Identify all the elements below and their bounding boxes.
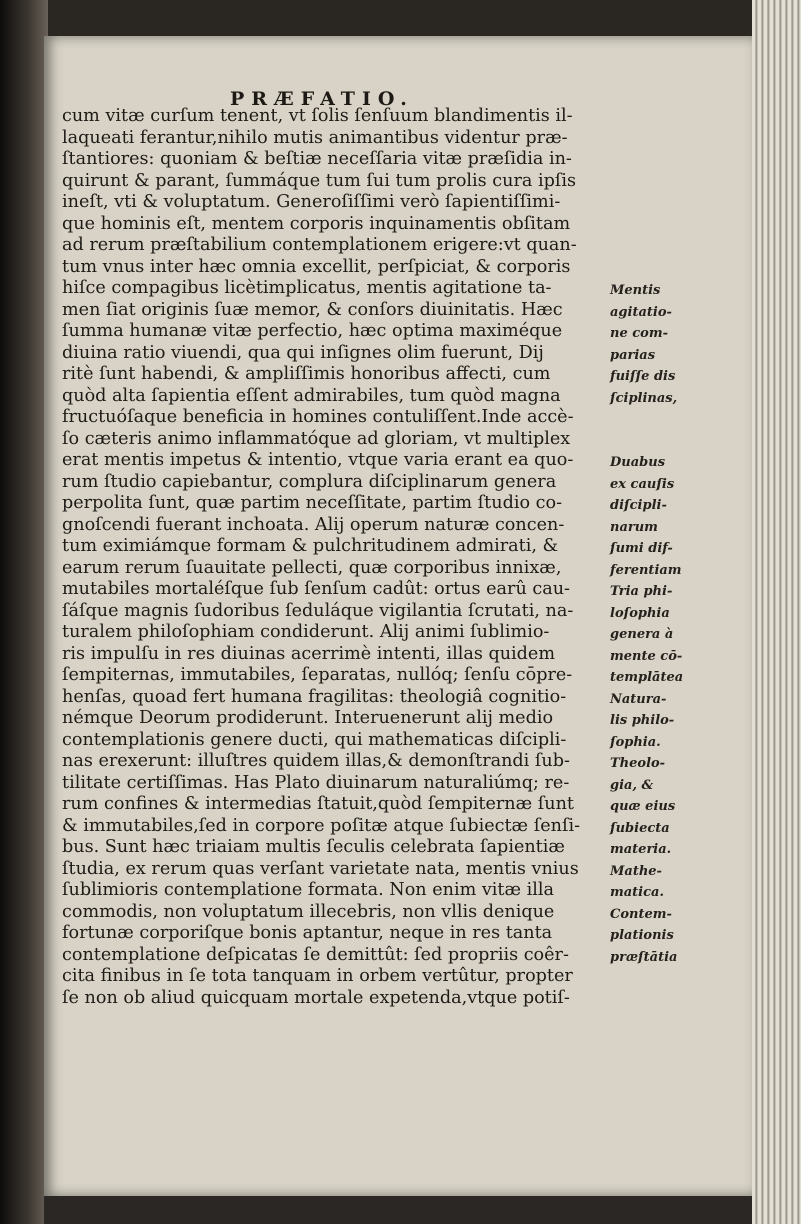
marginal-note-line: parias bbox=[610, 347, 656, 363]
marginal-note-line: fuiſſe dis bbox=[610, 369, 676, 384]
text-line: diuina ratio viuendi, qua qui inſignes olim fuerunt, Dij bbox=[62, 342, 544, 363]
text-line: fructuóſaque beneficia in homines contuliſſent.Inde accè- bbox=[62, 407, 574, 427]
text-line: turalem philoſophiam condiderunt. Alij animi ſublimio- bbox=[62, 622, 550, 642]
text-line: ritè ſunt habendi, & ampliſſimis honoribus affecti, cum bbox=[62, 364, 551, 384]
text-line: bus. Sunt hæc triaiam multis ſeculis celebrata ſapientiæ bbox=[62, 837, 565, 857]
marginal-note-line: mente cō- bbox=[610, 648, 683, 664]
text-line: commodis, non voluptatum illecebris, non vllis denique bbox=[62, 901, 555, 922]
marginal-note-line: plationis bbox=[610, 928, 674, 943]
text-line: fortunæ corporiſque bonis aptantur, neque in res tanta bbox=[62, 923, 553, 943]
marginal-note-line: ſubiecta bbox=[610, 820, 670, 836]
text-line: rum confines & intermedias ſtatuit,quòd ſempiternæ ſunt bbox=[62, 794, 574, 814]
marginal-note-line: ne com- bbox=[610, 326, 668, 341]
text-line: erat mentis impetus & intentio, vtque varia erant ea quo- bbox=[62, 450, 574, 470]
text-line: que hominis eſt, mentem corporis inquinamentis obſitam bbox=[62, 213, 571, 234]
marginal-note-line: templātea bbox=[610, 670, 684, 685]
marginal-note-line: lis philo- bbox=[610, 713, 675, 728]
text-line: quòd alta ſapientia eſſent admirabiles, tum quòd magna bbox=[62, 385, 561, 406]
text-line: hiſce compagibus licètimplicatus, mentis agitatione ta- bbox=[62, 278, 552, 298]
marginal-note-line: ſumi dif- bbox=[610, 541, 673, 556]
text-line: perpolita ſunt, quæ partim neceſſitate, partim ſtudio co- bbox=[62, 493, 563, 513]
marginal-note-line: agitatio- bbox=[610, 304, 672, 320]
text-line: ſempiternas, immutabiles, ſeparatas, nullóq; ſenſu cōpre- bbox=[62, 665, 573, 685]
marginal-notes bbox=[610, 280, 740, 968]
book-gutter-shadow bbox=[0, 0, 48, 1224]
scan-bottom-border bbox=[44, 1196, 752, 1224]
marginal-note-line: Tria phi- bbox=[610, 584, 673, 599]
marginal-note-line bbox=[610, 431, 740, 453]
marginal-note-line: loſophia bbox=[610, 605, 670, 621]
marginal-note-line: Contem- bbox=[610, 906, 672, 922]
marginal-note-line: matica. bbox=[610, 885, 664, 900]
text-line: cita finibus in ſe tota tanquam in orbem vertûtur, propter bbox=[62, 966, 573, 986]
marginal-note-line bbox=[610, 409, 740, 431]
marginal-note-line: Duabus bbox=[610, 455, 666, 470]
text-line: tilitate certiſſimas. Has Plato diuinarum naturaliúmq; re- bbox=[62, 772, 570, 793]
text-line: henſas, quoad fert humana fragilitas: theologiâ cognitio- bbox=[62, 686, 567, 707]
text-line: & immutabiles,ſed in corpore poſitæ atque ſubiectæ ſenſi- bbox=[62, 815, 581, 836]
marginal-note-line: ſophia. bbox=[610, 734, 661, 750]
text-line: némque Deorum prodiderunt. Interuenerunt alij medio bbox=[62, 708, 554, 728]
text-line: tum vnus inter hæc omnia excellit, perſpiciat, & corporis bbox=[62, 256, 571, 277]
marginal-note-line: Mentis bbox=[610, 283, 661, 298]
text-line: ris impulſu in res diuinas acerrimè intenti, illas quidem bbox=[62, 643, 556, 664]
text-line: gnoſcendi fuerant inchoata. Alij operum naturæ concen- bbox=[62, 514, 565, 535]
text-line: nas erexerunt: illuſtres quidem illas,& demonſtrandi ſub- bbox=[62, 751, 570, 771]
page-edges bbox=[752, 0, 801, 1224]
marginal-note-line: ferentiam bbox=[610, 562, 682, 578]
text-line: tum eximiámque formam & pulchritudinem admirati, & bbox=[62, 536, 559, 556]
text-line: ſe non ob aliud quicquam mortale expetenda,vtque potiſ- bbox=[62, 987, 570, 1008]
main-text-block bbox=[62, 106, 672, 1009]
text-line: ineſt, vti & voluptatum. Generoſiſſimi verò ſapientiſſimi- bbox=[62, 192, 561, 212]
text-line: mutabiles mortaléſque ſub ſenſum cadût: ortus earû cau- bbox=[62, 579, 570, 599]
marginal-note-line: Theolo- bbox=[610, 756, 666, 771]
marginal-note-line: ex cauſis bbox=[610, 476, 675, 492]
marginal-note-line: diſcipli- bbox=[610, 498, 667, 513]
text-line: laqueati ferantur,nihilo mutis animantibus videntur præ- bbox=[62, 127, 568, 148]
text-line: ſtudia, ex rerum quas verſant varietate nata, mentis vnius bbox=[62, 858, 579, 879]
marginal-note-line: genera à bbox=[610, 627, 674, 642]
text-line: earum rerum ſuauitate pellecti, quæ corporibus innixæ, bbox=[62, 557, 562, 578]
text-line: rum ſtudio capiebantur, complura diſciplinarum genera bbox=[62, 471, 557, 492]
marginal-note-line: præſtātia bbox=[610, 949, 678, 965]
text-line: ſo cæteris animo inflammatóque ad gloriam, vt multiplex bbox=[62, 428, 571, 449]
text-line: ad rerum præſtabilium contemplationem erigere:vt quan- bbox=[62, 235, 577, 255]
text-line: ſtantiores: quoniam & beſtiæ neceſſaria vitæ præſidia in- bbox=[62, 149, 572, 169]
text-line: men ſiat originis ſuæ memor, & conſors diuinitatis. Hæc bbox=[62, 299, 563, 320]
text-line: quirunt & parant, ſummáque tum ſui tum prolis cura ipſis bbox=[62, 170, 577, 191]
text-line: ſublimioris contemplatione formata. Non enim vitæ illa bbox=[62, 880, 554, 900]
marginal-note-line: gia, & bbox=[610, 777, 654, 793]
marginal-note-line: materia. bbox=[610, 842, 672, 857]
text-line: ſáſque magnis ſudoribus ſeduláque vigilantia ſcrutati, na- bbox=[62, 600, 574, 621]
text-line: cum vitæ curſum tenent, vt ſolis ſenſuum blandimentis il- bbox=[62, 106, 573, 126]
text-line: contemplatione deſpicatas ſe demittût: ſed propriis coêr- bbox=[62, 944, 569, 965]
marginal-note-line: Natura- bbox=[610, 691, 667, 707]
marginal-note-line: Mathe- bbox=[610, 863, 662, 879]
text-line: ſumma humanæ vitæ perfectio, hæc optima maximéque bbox=[62, 321, 563, 341]
marginal-note-line: narum bbox=[610, 519, 658, 535]
marginal-note-line: quæ eius bbox=[610, 799, 676, 814]
text-line: contemplationis genere ducti, qui mathematicas diſcipli- bbox=[62, 729, 567, 750]
running-head: PRÆFATIO. bbox=[230, 88, 414, 110]
marginal-note-line: ſciplinas, bbox=[610, 390, 678, 406]
